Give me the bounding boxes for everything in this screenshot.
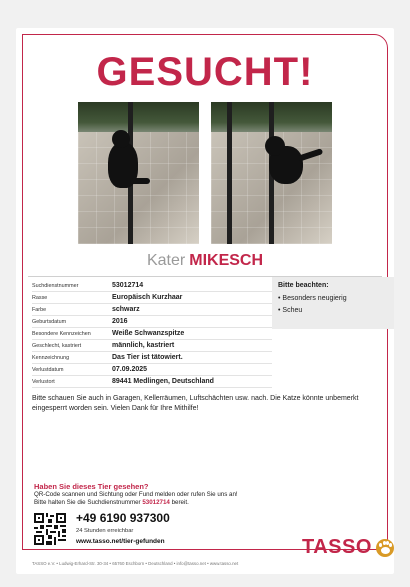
detail-row [32, 352, 272, 364]
cat-photo-1 [78, 102, 199, 244]
detail-value: Das Tier ist tätowiert. [112, 354, 183, 361]
detail-value: 53012714 [112, 282, 144, 289]
tasso-logo: TASSO [302, 536, 372, 558]
detail-value: männlich, kastriert [112, 342, 175, 349]
notes-box [272, 277, 394, 329]
detail-value: Weiße Schwanzspitze [112, 330, 185, 337]
notes-item: • Besonders neugierig [278, 295, 347, 302]
cat-name [16, 252, 394, 270]
detail-row [32, 328, 272, 340]
detail-value: 2016 [112, 318, 128, 325]
detail-value: 89441 Medlingen, Deutschland [112, 378, 214, 385]
notes-title: Bitte beachten: [278, 282, 329, 289]
detail-label: Farbe [32, 306, 47, 313]
cat-photo-2 [211, 102, 332, 244]
notes-item: • Scheu [278, 307, 303, 314]
footer-text: TASSO e.V. • Ludwig-Erhard-Str. 30-34 • 65760 Eschborn • Deutschland • info@tasso.net • www.tasso.net [32, 561, 239, 566]
contact-heading: Haben Sie dieses Tier gesehen? [34, 482, 149, 491]
cat-head [112, 130, 130, 148]
detail-row [32, 304, 272, 316]
detail-row [32, 292, 272, 304]
name-value: MIKESCH [189, 252, 264, 269]
poster [16, 28, 394, 574]
detail-label: Suchdienstnummer [32, 282, 79, 289]
detail-label: Besondere Kennzeichen [32, 330, 91, 337]
detail-row [32, 280, 272, 292]
name-label: Kater [146, 252, 186, 269]
cat-head [265, 136, 285, 156]
photo-gallery [78, 102, 332, 244]
detail-label: Kennzeichnung [32, 354, 70, 361]
detail-value: 07.09.2025 [112, 366, 148, 373]
hours-text: 24 Stunden erreichbar [76, 528, 134, 534]
poster-title: GESUCHT! [96, 50, 314, 94]
paw-icon [376, 539, 394, 557]
website-link[interactable]: www.tasso.net/tier-gefunden [76, 538, 165, 545]
search-number: 53012714 [142, 499, 170, 506]
detail-label: Verlustdatum [32, 366, 64, 373]
info-paragraph: Bitte schauen Sie auch in Garagen, Kellerräumen, Luftschächten usw. nach. Die Katze könnte unbemerkt eingesperrt worden sein. Vielen Dank für Ihre Mithilfe! [32, 395, 359, 412]
phone-number[interactable]: +49 6190 937300 [76, 511, 170, 525]
detail-value: schwarz [112, 306, 140, 313]
qr-code-icon[interactable] [34, 513, 66, 545]
detail-value: Europäisch Kurzhaar [112, 294, 183, 301]
detail-row [32, 364, 272, 376]
contact-line-2: Bitte halten Sie die Suchdienstnummer 53012714 bereit. [34, 499, 189, 506]
cat-tail [130, 178, 150, 184]
detail-label: Rasse [32, 294, 48, 301]
detail-label: Verlustort [32, 378, 55, 385]
detail-row [32, 376, 272, 388]
detail-label: Geburtsdatum [32, 318, 67, 325]
detail-row [32, 316, 272, 328]
contact-line-1: QR-Code scannen und Sichtung oder Fund melden oder rufen Sie uns an! [34, 491, 238, 498]
detail-label: Geschlecht, kastriert [32, 342, 82, 349]
detail-row [32, 340, 272, 352]
details-table [32, 280, 272, 388]
